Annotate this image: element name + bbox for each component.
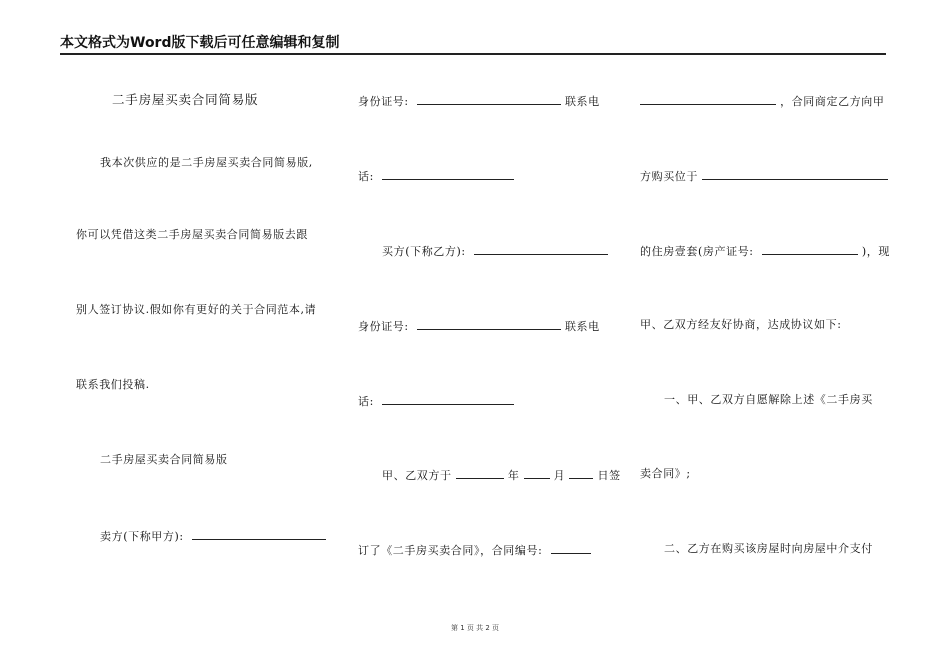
contract-ref-blank[interactable]: [640, 93, 776, 105]
intro-line-4: 联系我们投稿.: [76, 378, 150, 391]
intro-line-3: 别人签订协议.假如你有更好的关于合同范本,请: [76, 303, 317, 316]
col3-text-2: 方购买位于: [640, 170, 698, 183]
intro-line-2: 你可以凭借这类二手房屋买卖合同简易版去跟: [76, 228, 308, 241]
col3-line-5: 一、甲、乙双方自愿解除上述《二手房买: [664, 393, 873, 406]
col3-text-3b: )，现: [861, 245, 890, 258]
month-blank[interactable]: [524, 467, 550, 479]
sign-date-line: [382, 467, 621, 483]
col3-line-4: 甲、乙双方经友好协商，达成协议如下:: [640, 318, 842, 331]
property-location-blank[interactable]: [702, 168, 888, 180]
buyer-label: 买方(下称乙方):: [382, 245, 466, 258]
buyer-contact-label-a: 联系电: [564, 320, 600, 333]
seller-phone-blank[interactable]: [382, 168, 514, 180]
seller-id-blank[interactable]: [417, 93, 561, 105]
day-blank[interactable]: [569, 467, 593, 479]
col3-line-6: 卖合同》;: [640, 467, 691, 480]
month-label: 月: [553, 469, 566, 482]
col3-line-3: [640, 243, 890, 259]
seller-phone-line: [358, 168, 514, 184]
buyer-phone-line: [358, 393, 514, 409]
buyer-contact-label-b: 话:: [358, 395, 374, 408]
col3-line-1: [640, 93, 885, 109]
property-cert-blank[interactable]: [762, 243, 858, 255]
intro-line-1: 我本次供应的是二手房屋买卖合同简易版,: [100, 156, 313, 169]
header-divider: [60, 53, 886, 55]
seller-contact-label-b: 话:: [358, 170, 374, 183]
day-label: 日签: [597, 469, 621, 482]
buyer-line: [382, 243, 608, 259]
col3-line-7: 二、乙方在购买该房屋时向房屋中介支付: [664, 542, 873, 555]
buyer-id-blank[interactable]: [417, 318, 561, 330]
seller-id-label: 身份证号:: [358, 95, 409, 108]
seller-line: [100, 528, 326, 544]
buyer-name-blank[interactable]: [474, 243, 608, 255]
contract-number-label: 订了《二手房买卖合同》，合同编号:: [358, 544, 543, 557]
col3-text-3a: 的住房壹套(房产证号:: [640, 245, 754, 258]
seller-name-blank[interactable]: [192, 528, 326, 540]
document-header: 本文格式为Word版下载后可任意编辑和复制: [60, 35, 340, 51]
seller-id-line: [358, 93, 600, 109]
buyer-id-label: 身份证号:: [358, 320, 409, 333]
buyer-phone-blank[interactable]: [382, 393, 514, 405]
col3-text-1: ，合同商定乙方向甲: [780, 95, 885, 108]
contract-number-line: [358, 542, 591, 558]
contract-subtitle: 二手房屋买卖合同简易版: [100, 453, 228, 466]
seller-contact-label-a: 联系电: [564, 95, 600, 108]
document-title: 二手房屋买卖合同简易版: [112, 92, 259, 107]
year-blank[interactable]: [456, 467, 504, 479]
buyer-id-line: [358, 318, 600, 334]
year-label: 年: [507, 469, 520, 482]
contract-number-blank[interactable]: [551, 542, 591, 554]
col3-line-2: [640, 168, 888, 184]
sign-date-label: 甲、乙双方于: [382, 469, 452, 482]
seller-label: 卖方(下称甲方):: [100, 530, 184, 543]
page-number: 第 1 页 共 2 页: [450, 624, 500, 632]
